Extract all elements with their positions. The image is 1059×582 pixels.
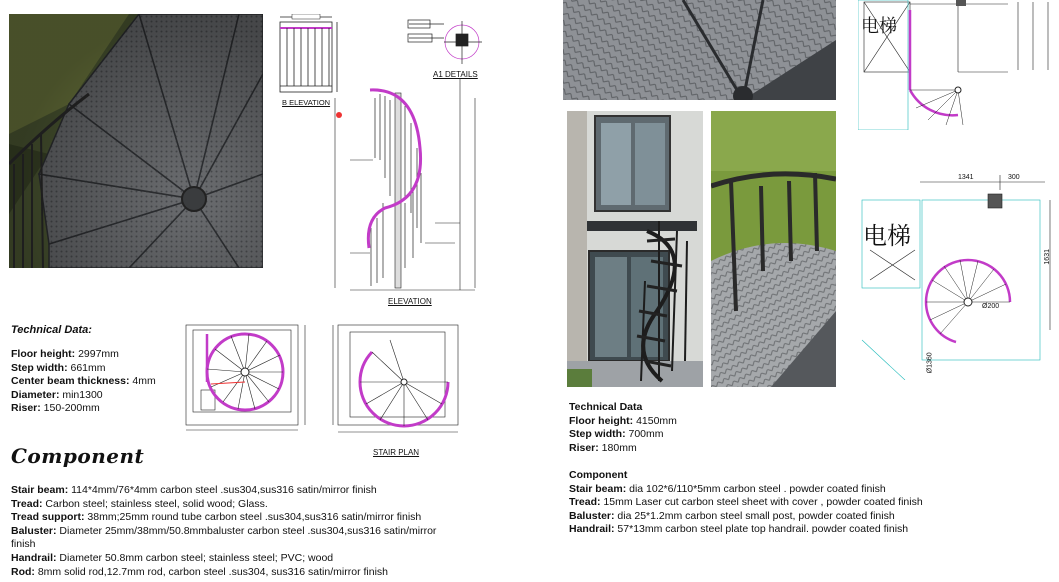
- stair-plan-right-drawing: [330, 322, 465, 437]
- technical-row: Center beam thickness: 4mm: [11, 375, 156, 388]
- dim-200: Ø200: [982, 303, 1000, 310]
- dim-1360: Ø1360: [926, 352, 934, 374]
- technical-row: Step width: 661mm: [11, 361, 106, 374]
- stair-plan-left-drawing: [183, 322, 313, 434]
- stair-baluster-photo: [711, 111, 836, 387]
- right-technical-heading: Technical Data: [569, 401, 643, 413]
- component-heading: Component: [11, 444, 145, 468]
- a1-details-drawing: [404, 16, 484, 71]
- right-technical-row: Riser: 180mm: [569, 441, 637, 454]
- dim-1631: 1631: [1043, 249, 1051, 265]
- stair-plan-bottom-drawing: [860, 170, 1059, 380]
- technical-row: Floor height: 2997mm: [11, 348, 119, 360]
- right-technical-row: Step width: 700mm: [569, 428, 664, 441]
- component-row: Baluster: Diameter 25mm/38mm/50.8mmbaluster carbon steel .sus304,sus316 satin/mirror: [11, 524, 437, 537]
- building-stair-photo: [567, 111, 703, 387]
- stair-tread-closeup-photo: [563, 0, 836, 100]
- right-component-heading: Component: [569, 469, 628, 481]
- elevator-label-bottom: 电梯: [863, 222, 911, 250]
- component-row: Rod: 8mm solid rod,12.7mm rod, carbon steel .sus304, sus316 satin/mirror finish: [11, 565, 388, 578]
- right-technical-data: [569, 401, 677, 455]
- component-row: Tread: Carbon steel; stainless steel, solid wood; Glass.: [11, 497, 268, 510]
- right-component-row: Tread: 15mm Laser cut carbon steel sheet with cover , powder coated finish: [569, 496, 923, 509]
- technical-row: Diameter: min1300: [11, 388, 103, 401]
- dim-1341: 1341: [958, 174, 974, 181]
- elevator-label-top: 电梯: [861, 16, 897, 37]
- a1-details-label: A1 DETAILS: [433, 70, 478, 79]
- elevation-label: ELEVATION: [388, 297, 432, 306]
- component-row: finish: [11, 538, 36, 551]
- component-row: Tread support: 38mm;25mm round tube carbon steel .sus304,sus316 satin/mirror finish: [11, 511, 422, 524]
- right-technical-row: Floor height: 4150mm: [569, 414, 677, 427]
- dim-300: 300: [1008, 174, 1020, 181]
- right-component-row: Handrail: 57*13mm carbon steel plate top handrail. powder coated finish: [569, 523, 909, 536]
- technical-data-list: [11, 348, 156, 416]
- component-row: Handrail: Diameter 50.8mm carbon steel; stainless steel; PVC; wood: [11, 551, 334, 564]
- right-component-row: Baluster: dia 25*1.2mm carbon steel small post, powder coated finish: [569, 509, 895, 522]
- right-component-row: Stair beam: dia 102*6/110*5mm carbon steel . powder coated finish: [569, 482, 886, 495]
- elevation-drawing: [325, 78, 485, 298]
- stair-plan-label: STAIR PLAN: [373, 448, 420, 457]
- spiral-stair-photo-main: [9, 14, 263, 268]
- technical-data-heading: Technical Data:: [11, 324, 92, 336]
- component-list: [11, 484, 436, 579]
- technical-row: Riser: 150-200mm: [11, 402, 100, 415]
- component-row: Stair beam: 114*4mm/76*4mm carbon steel .sus304,sus316 satin/mirror finish: [11, 484, 377, 496]
- right-component: [569, 469, 923, 537]
- b-elevation-label: B ELEVATION: [282, 98, 331, 107]
